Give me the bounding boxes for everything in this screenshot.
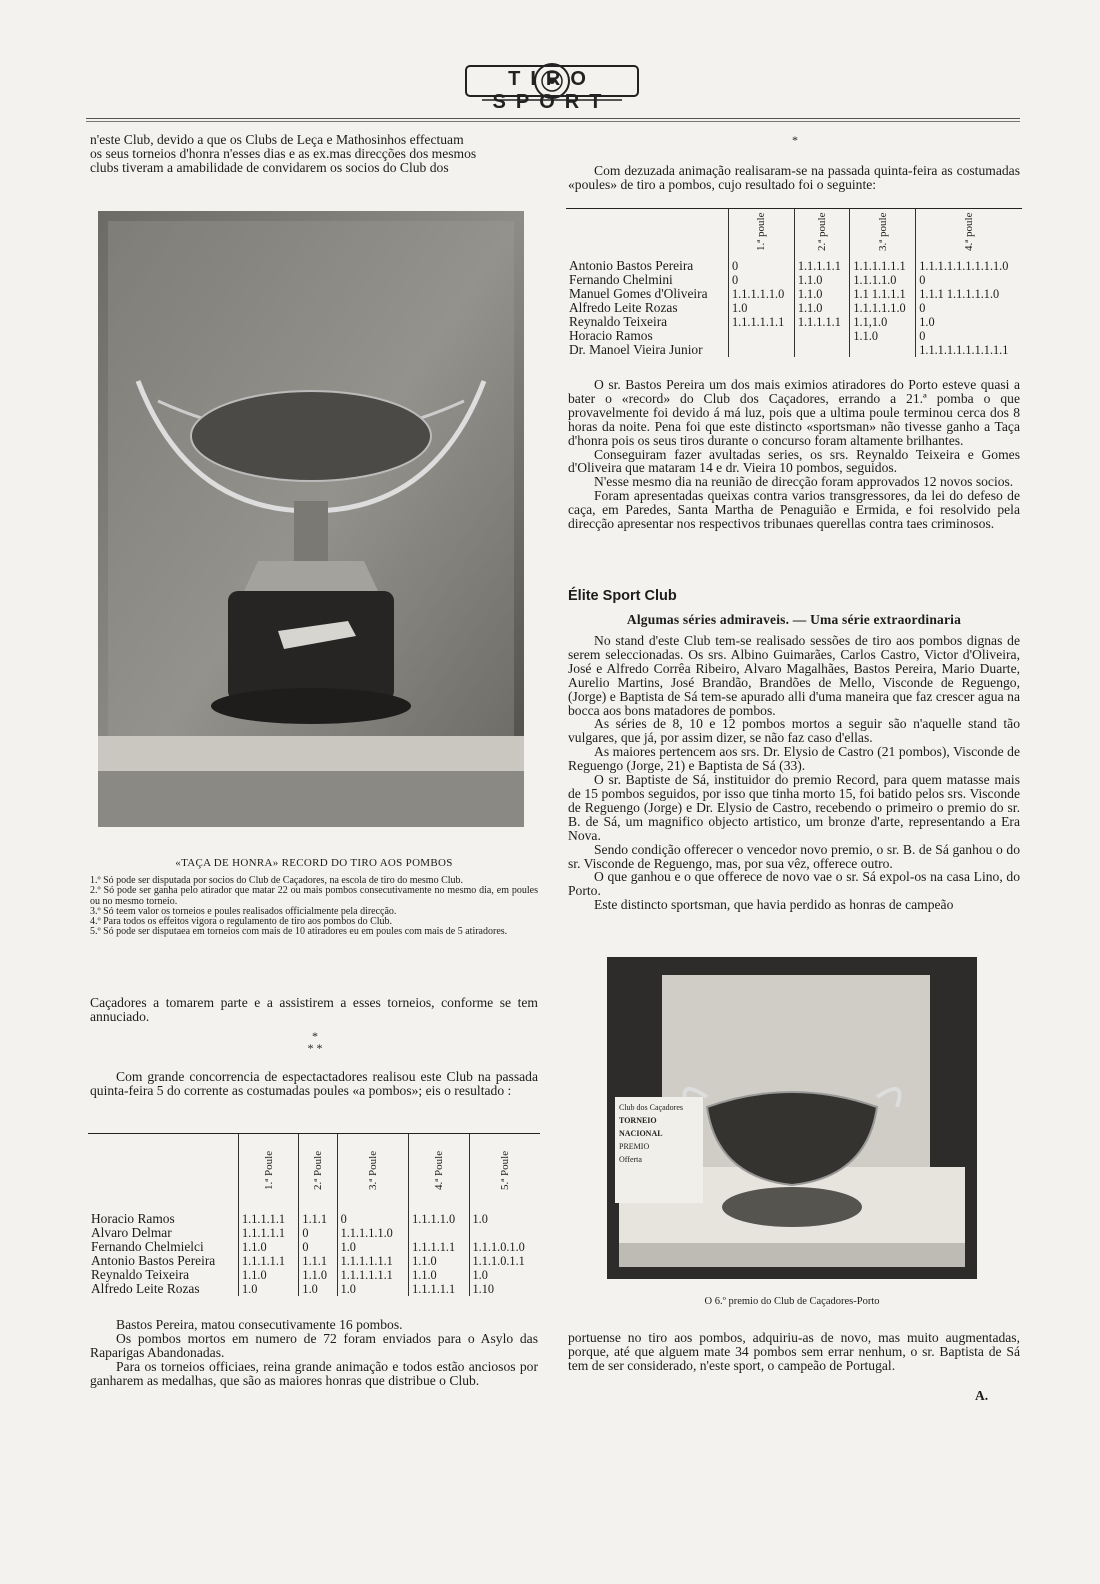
cell: 1.1.0 [794,273,850,287]
rule-2: 2.º Só pode ser ganha pelo atirador que matar 22 ou mais pombos consecutivamente no mesmo dia, em poules ou no mesmo torneio. [90,885,538,907]
cell: 1.1.1.1.0 [850,273,916,287]
cell: 1.1.1.1.1 [409,1240,469,1254]
right-header-2: 2.ª poule [816,212,829,251]
right-paras-1 [568,378,1020,531]
right-header-4: 4.ª poule [963,212,976,251]
rule-4: 4.º Para todos os effeitos vigora o regulamento de tiro aos pombos do Club. [90,916,393,928]
cell: 0 [299,1240,337,1254]
row-name: Reynaldo Teixeira [569,314,668,329]
cell [794,343,850,357]
row-name: Reynaldo Teixeira [91,1267,190,1282]
cell: 1.1.1.1.0 [409,1212,469,1226]
table-row [88,1282,540,1296]
table-row [88,1212,540,1226]
cell: 1.1.1.1.1 [409,1282,469,1296]
table-row [566,273,1022,287]
cell: 1.1.1.1.1.0 [337,1226,409,1240]
prize-label-line: Club dos Caçadores [619,1103,683,1112]
cell [469,1226,540,1240]
cell: 1.1 1.1.1.1 [850,287,916,301]
cell: 1.1.1.1.1 [239,1226,299,1240]
table-row [566,329,1022,343]
cell: 1.1.1 [299,1212,337,1226]
cell: 1.1.1.1.1.0 [729,287,795,301]
para: O que ganhou e o que offerece de novo vae o sr. Sá expol-os na casa Lino, do Porto. [568,869,1020,899]
right-paras-2 [568,634,1020,912]
prize-label-line: TORNEIO NACIONAL [619,1116,663,1138]
cell: 0 [916,329,1022,343]
cell: 0 [299,1226,337,1240]
cell: 0 [729,273,795,287]
cell: 1.1.0 [239,1240,299,1254]
row-name: Fernando Chelmielci [91,1239,204,1254]
cell: 1.0 [299,1282,337,1296]
cell: 1.1.1.1.1.1 [337,1268,409,1282]
prize-caption: O 6.º premio do Club de Caçadores-Porto [704,1296,880,1307]
trophy-rules [90,876,538,938]
cell: 1.0 [239,1282,299,1296]
cell: 1.10 [469,1282,540,1296]
rule-5: 5.º Só pode ser disputaea em torneios com mais de 10 atiradores eu em poules com mais de 5 atiradores. [90,926,508,938]
header-rule [86,118,1020,122]
right-closing: portuense no tiro aos pombos, adquiriu-as de novo, mas muito augmentadas, porque, até que alguem mate 34 pombos sem errar nenhum, o sr. Baptista de Sá tem de ser considerado, n'este sport, o campeão de Portugal. [568,1330,1020,1373]
cell: 1.0 [916,315,1022,329]
cell [729,329,795,343]
intro-line-2: os seus torneios d'honra n'esses dias e as ex.mas direcções dos mesmos [90,145,477,161]
right-header-3: 3.ª poule [876,212,889,251]
left-header-3: 3.ª Poule [366,1150,379,1190]
concurrence-text: Com grande concorrencia de espectactadores realisou este Club na passada quinta-feira 5 do corrente as costumadas poules «a pombos»; eis o resultado : [90,1069,538,1098]
cell: 1.1.1.1.1 [794,315,850,329]
cell: 1.1.1.1.1 [239,1212,299,1226]
row-name: Manuel Gomes d'Oliveira [569,286,708,301]
para: As maiores pertencem aos srs. Dr. Elysio de Castro (21 pombos), Visconde de Reguengo (Jorge, 21) e Baptista de Sá (33). [568,744,1020,774]
row-name: Horacio Ramos [569,328,653,343]
para: Este distincto sportsman, que havia perdido as honras de campeão [594,897,954,913]
cell: 1.1.0 [850,329,916,343]
trophy-photo [98,211,524,827]
para: Sendo condição offerecer o vencedor novo premio, o sr. B. de Sá ganhou o do sr. Visconde de Reguengo, mas, por sua vêz, offerece outro. [568,841,1020,871]
cell: 1.1.0 [239,1268,299,1282]
para: As séries de 8, 10 e 12 pombos mortos a seguir são n'aquelle stand tão vulgares, que já, por assim dizer, se não faz caso d'ellas. [568,716,1020,746]
cell: 1.1.1.1.1.1.1.1.1.0 [916,259,1022,273]
row-name: Antonio Bastos Pereira [91,1253,216,1268]
row-name: Alfredo Leite Rozas [91,1281,200,1296]
left-results-table [88,1133,540,1296]
cell [794,329,850,343]
closing-para-3: Para os torneios officiaes, reina grande animação e todos estão anciosos por ganharem as medalhas, que são as maiores honras que distribue o Club. [90,1358,538,1388]
para: Conseguiram fazer avultadas series, os srs. Reynaldo Teixeira e Gomes d'Oliveira que mataram 14 e dr. Vieira 10 pombos, seguidos. [568,446,1020,476]
trophy-caption-title: «TAÇA DE HONRA» RECORD DO TIRO AOS POMBOS [175,857,453,869]
club-subtitle: Algumas séries admiraveis. — Uma série extraordinaria [626,612,962,627]
right-header-1: 1.ª poule [755,212,768,251]
signature: A. [975,1388,989,1403]
intro-line-3: clubs tiveram a amabilidade de convidarem os socios do Club dos [90,159,449,175]
left-closing [90,1318,538,1388]
left-header-2: 2.ª Poule [311,1150,324,1190]
para: O sr. Bastos Pereira um dos mais eximios atiradores do Porto esteve quasi a bater o «record» do Club dos Caçadores, errando a 21.ª pomba o que provavelmente foi devido á má luz, pois que a ultima poule terminou cerca dos 8 horas da noite. Pena foi que este distincto «sportsman» não tivesse ganho a Taça d'honra pois os seus tiros durante o concurso foram altamente brilhantes. [568,377,1020,448]
row-name: Dr. Manoel Vieira Junior [569,342,703,357]
para: Foram apresentadas queixas contra varios transgressores, da lei do defeso de caça, em Paredes, Santa Martha de Penaguião e Ermida, e foi resolvido pela direcção apresentar nos respectivos tribunaes querellas contra taes criminosos. [568,488,1020,532]
prize-label-line: PREMIO [619,1142,650,1151]
left-header-5: 5.ª Poule [498,1150,511,1190]
row-name: Alfredo Leite Rozas [569,300,678,315]
cell: 1.0 [469,1212,540,1226]
row-name: Fernando Chelmini [569,272,673,287]
left-header-1: 1.ª Poule [262,1150,275,1190]
row-name: Horacio Ramos [91,1211,175,1226]
left-header-4: 4.ª Poule [432,1150,445,1190]
cell: 1.1.1 1.1.1.1.1.0 [916,287,1022,301]
left-intro [90,133,538,175]
cell: 1.1.0 [409,1268,469,1282]
row-name: Antonio Bastos Pereira [569,258,694,273]
cell [409,1226,469,1240]
cell: 0 [729,259,795,273]
cell: 1.1.1.1.1.1.1.1.1.1 [916,343,1022,357]
closing-para-2: Os pombos mortos em numero de 72 foram enviados para o Asylo das Raparigas Abandonadas. [90,1330,538,1360]
table-row [566,315,1022,329]
prize-photo [607,957,977,1279]
cell: 1.1.0 [794,287,850,301]
cell: 1.1.1.1.1.1 [850,259,916,273]
cell: 1.1,1.0 [850,315,916,329]
masthead-logo [462,58,642,113]
cell: 1.1.1.1.1 [239,1254,299,1268]
para: N'esse mesmo dia na reunião de direcção foram approvados 12 novos socios. [594,474,1014,490]
cell [850,343,916,357]
table-row [566,301,1022,315]
cell: 1.0 [469,1268,540,1282]
right-intro: Com dezuzada animação realisaram-se na passada quinta-feira as costumadas «poules» de tiro a pombos, cujo resultado foi o seguinte: [568,163,1020,192]
table-row [88,1240,540,1254]
row-name: Alvaro Delmar [91,1225,172,1240]
table-row [88,1226,540,1240]
table-row [566,343,1022,357]
cell: 0 [337,1212,409,1226]
prize-label-line: Offerta [619,1155,642,1164]
cell: 1.0 [337,1282,409,1296]
closing-para-1: Bastos Pereira, matou consecutivamente 16 pombos. [116,1317,403,1332]
after-caption-text: Caçadores a tomarem parte e a assistirem a esses torneios, conforme se tem annuciado. [90,995,538,1024]
section-star-right: * [792,133,798,147]
cell: 1.1.1.1.1.1 [729,315,795,329]
cell: 1.0 [337,1240,409,1254]
cell: 1.1.1.1.1.1 [337,1254,409,1268]
cell: 1.1.1.1.1 [794,259,850,273]
intro-line-1: n'este Club, devido a que os Clubs de Leça e Mathosinhos effectuam [90,132,464,147]
rule-1: 1.º Só pode ser disputada por socios do Club de Caçadores, na escola de tiro do mesmo Club. [90,875,464,886]
club-title: Élite Sport Club [568,588,677,604]
cell: 0 [916,273,1022,287]
para: No stand d'este Club tem-se realisado sessões de tiro aos pombos dignas de serem seleccionadas. Os srs. Albino Guimarães, Carlos Castro, Victor d'Oliveira, José e Alfredo Corrêa Ribeiro, Alvaro Magalhães, Bastos Pereira, Mario Duarte, Aurelio Martins, José Brandão, Brandões de Mello, Visconde de Reguengo, (Jorge) e Baptista de Sá tem-se apurado alli d'uma maneira que faz crescer agua na bocca aos bons matadores de pombos. [568,633,1020,718]
cell: 0 [916,301,1022,315]
cell: 1.0 [729,301,795,315]
cell: 1.1.0 [299,1268,337,1282]
rule-3: 3.º Só teem valor os torneios e poules realisados officialmente pela direcção. [90,905,397,917]
cell: 1.1.0 [794,301,850,315]
cell: 1.1.1.1.1.0 [850,301,916,315]
table-row [566,287,1022,301]
section-stars-left: * * * [307,1029,323,1055]
masthead-logo-text: TIRO SPORT [492,68,612,113]
table-row [566,259,1022,273]
right-results-table [566,208,1022,357]
cell [729,343,795,357]
cell: 1.1.0 [409,1254,469,1268]
cell: 1.1.1.0.1.0 [469,1240,540,1254]
table-row [88,1254,540,1268]
cell: 1.1.1.0.1.1 [469,1254,540,1268]
para: O sr. Baptiste de Sá, instituidor do premio Record, para quem matasse mais de 15 pombos seguidos, por isso que tinha morto 15, foi batido pelos srs. Visconde de Reguengo (Jorge) e Dr. Elysio de Castro, recebendo o primeiro o premio do sr. B. de Sá, um magnifico objecto artistico, um bronze d'arte, representando a Era Nova. [568,772,1020,843]
cell: 1.1.1 [299,1254,337,1268]
table-row [88,1268,540,1282]
